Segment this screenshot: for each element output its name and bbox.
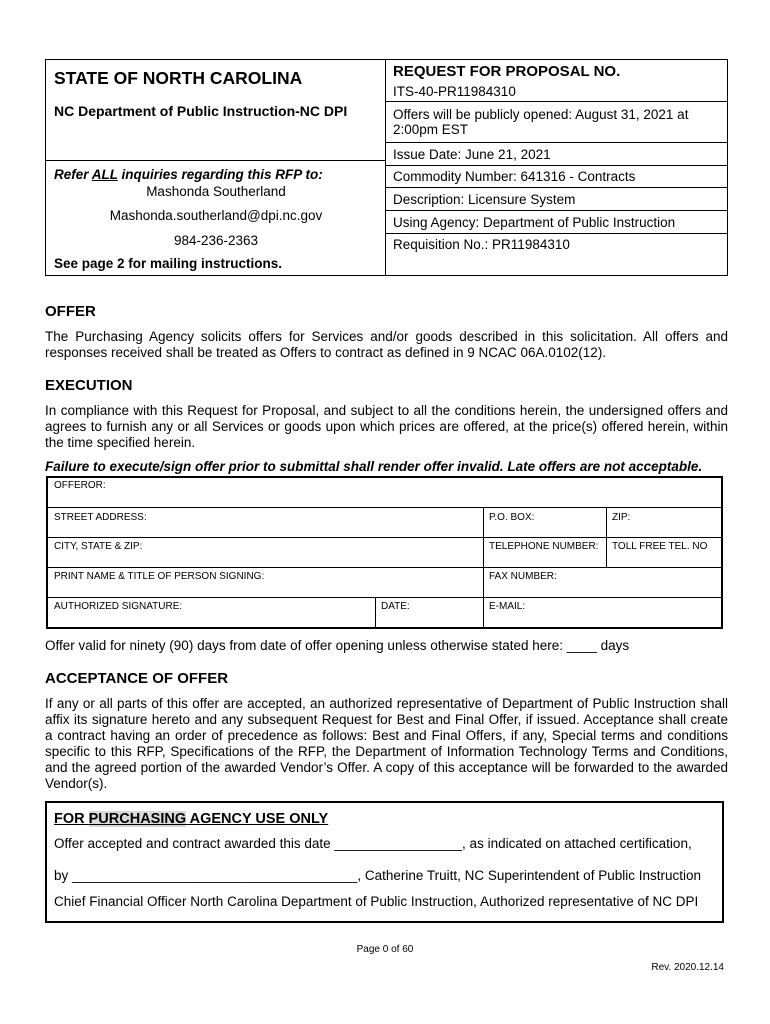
divider [386,101,727,102]
offeror-form [46,476,723,629]
state-title: STATE OF NORTH CAROLINA [54,68,303,88]
divider [48,507,721,508]
using-agency: Using Agency: Department of Public Instruction [393,215,676,230]
rfp-details-panel [386,60,727,275]
contact-phone: 984-236-2363 [173,233,259,248]
city-state-zip-field[interactable]: CITY, STATE & ZIP: [54,541,143,552]
divider [386,142,727,143]
divider [48,597,721,598]
award-date-line: Offer accepted and contract awarded this date _________________, as indicated on attached certification, [54,836,692,851]
requisition-number: Requisition No.: PR11984310 [393,237,570,252]
commodity-number: Commodity Number: 641316 - Contracts [393,169,636,184]
acceptance-heading: ACCEPTANCE OF OFFER [45,670,229,687]
representative-line: Chief Financial Officer North Carolina Department of Public Instruction, Authorized representative of NC DPI [54,894,699,909]
submittal-warning: Failure to execute/sign offer prior to submittal shall render offer invalid. Late offers are not acceptable. [45,459,703,474]
divider [386,210,727,211]
divider [46,160,386,161]
zip-field[interactable]: ZIP: [612,512,631,523]
purchasing-title: FOR PURCHASING AGENCY USE ONLY [54,811,329,827]
offer-text: The Purchasing Agency solicits offers for Services and/or goods described in this solicitation. All offers and responses received shall be treated as Offers to contract as defined in 9 NCAC 06A.0102(12). [45,329,728,360]
execution-heading: EXECUTION [45,377,133,394]
opening-date: Offers will be publicly opened: August 31, 2021 at 2:00pm EST [393,107,689,137]
divider [483,507,484,627]
rfp-label: REQUEST FOR PROPOSAL NO. [393,63,621,80]
signatory-line: by ______________________________________, Catherine Truitt, NC Superintendent of Public Instruction [54,868,701,883]
divider [386,165,727,166]
divider [606,507,607,567]
street-address-field[interactable]: STREET ADDRESS: [54,512,147,523]
divider [48,567,721,568]
print-name-field[interactable]: PRINT NAME & TITLE OF PERSON SIGNING: [54,571,265,582]
execution-text: In compliance with this Request for Proposal, and subject to all the conditions herein, the undersigned offers and agrees to furnish any or all Services or goods upon which prices are offered, at the price(s) offered herein, within the time specified herein. [45,403,728,450]
offeror-field[interactable]: OFFEROR: [54,480,106,491]
revision-label: Rev. 2020.12.14 [651,962,724,973]
rfp-header-box [45,59,728,276]
issue-date: Issue Date: June 21, 2021 [393,147,551,162]
page-number: Page 0 of 60 [356,944,414,955]
divider [386,233,727,234]
date-field[interactable]: DATE: [381,601,410,612]
validity-statement: Offer valid for ninety (90) days from date of offer opening unless otherwise stated here: ____ days [45,638,630,653]
inquiries-label: Refer ALL inquiries regarding this RFP to: [54,167,323,182]
contact-name: Mashonda Southerland [146,184,286,199]
fax-field[interactable]: FAX NUMBER: [489,571,557,582]
rfp-number: ITS-40-PR11984310 [393,84,516,99]
toll-free-field[interactable]: TOLL FREE TEL. NO [612,541,708,552]
purchasing-agency-box [45,801,724,923]
contact-email[interactable]: Mashonda.southerland@dpi.nc.gov [109,208,323,223]
email-field[interactable]: E-MAIL: [489,601,526,612]
issuer-panel [46,60,386,275]
mailing-note: See page 2 for mailing instructions. [54,256,283,271]
acceptance-text: If any or all parts of this offer are accepted, an authorized representative of Department of Public Instruction shall affix its signature hereto and any subsequent Request for Best and Final Offer, if issued. Acceptance shall create a contract having an order of precedence as follows: Best and Final Offers, if any, Special terms and conditions specific to this RFP, Specifications of the RFP, the Department of Information Technology Terms and Conditions, and the agreed portion of the awarded Vendor’s Offer. A copy of this acceptance will be forwarded to the awarded Vendor(s). [45,696,728,791]
offer-heading: OFFER [45,303,96,320]
department-title: NC Department of Public Instruction-NC DPI [54,103,348,119]
telephone-field[interactable]: TELEPHONE NUMBER: [489,541,599,552]
divider [386,187,727,188]
signature-field[interactable]: AUTHORIZED SIGNATURE: [54,601,183,612]
divider [375,597,376,627]
divider [48,537,721,538]
po-box-field[interactable]: P.O. BOX: [489,512,535,523]
description: Description: Licensure System [393,192,576,207]
